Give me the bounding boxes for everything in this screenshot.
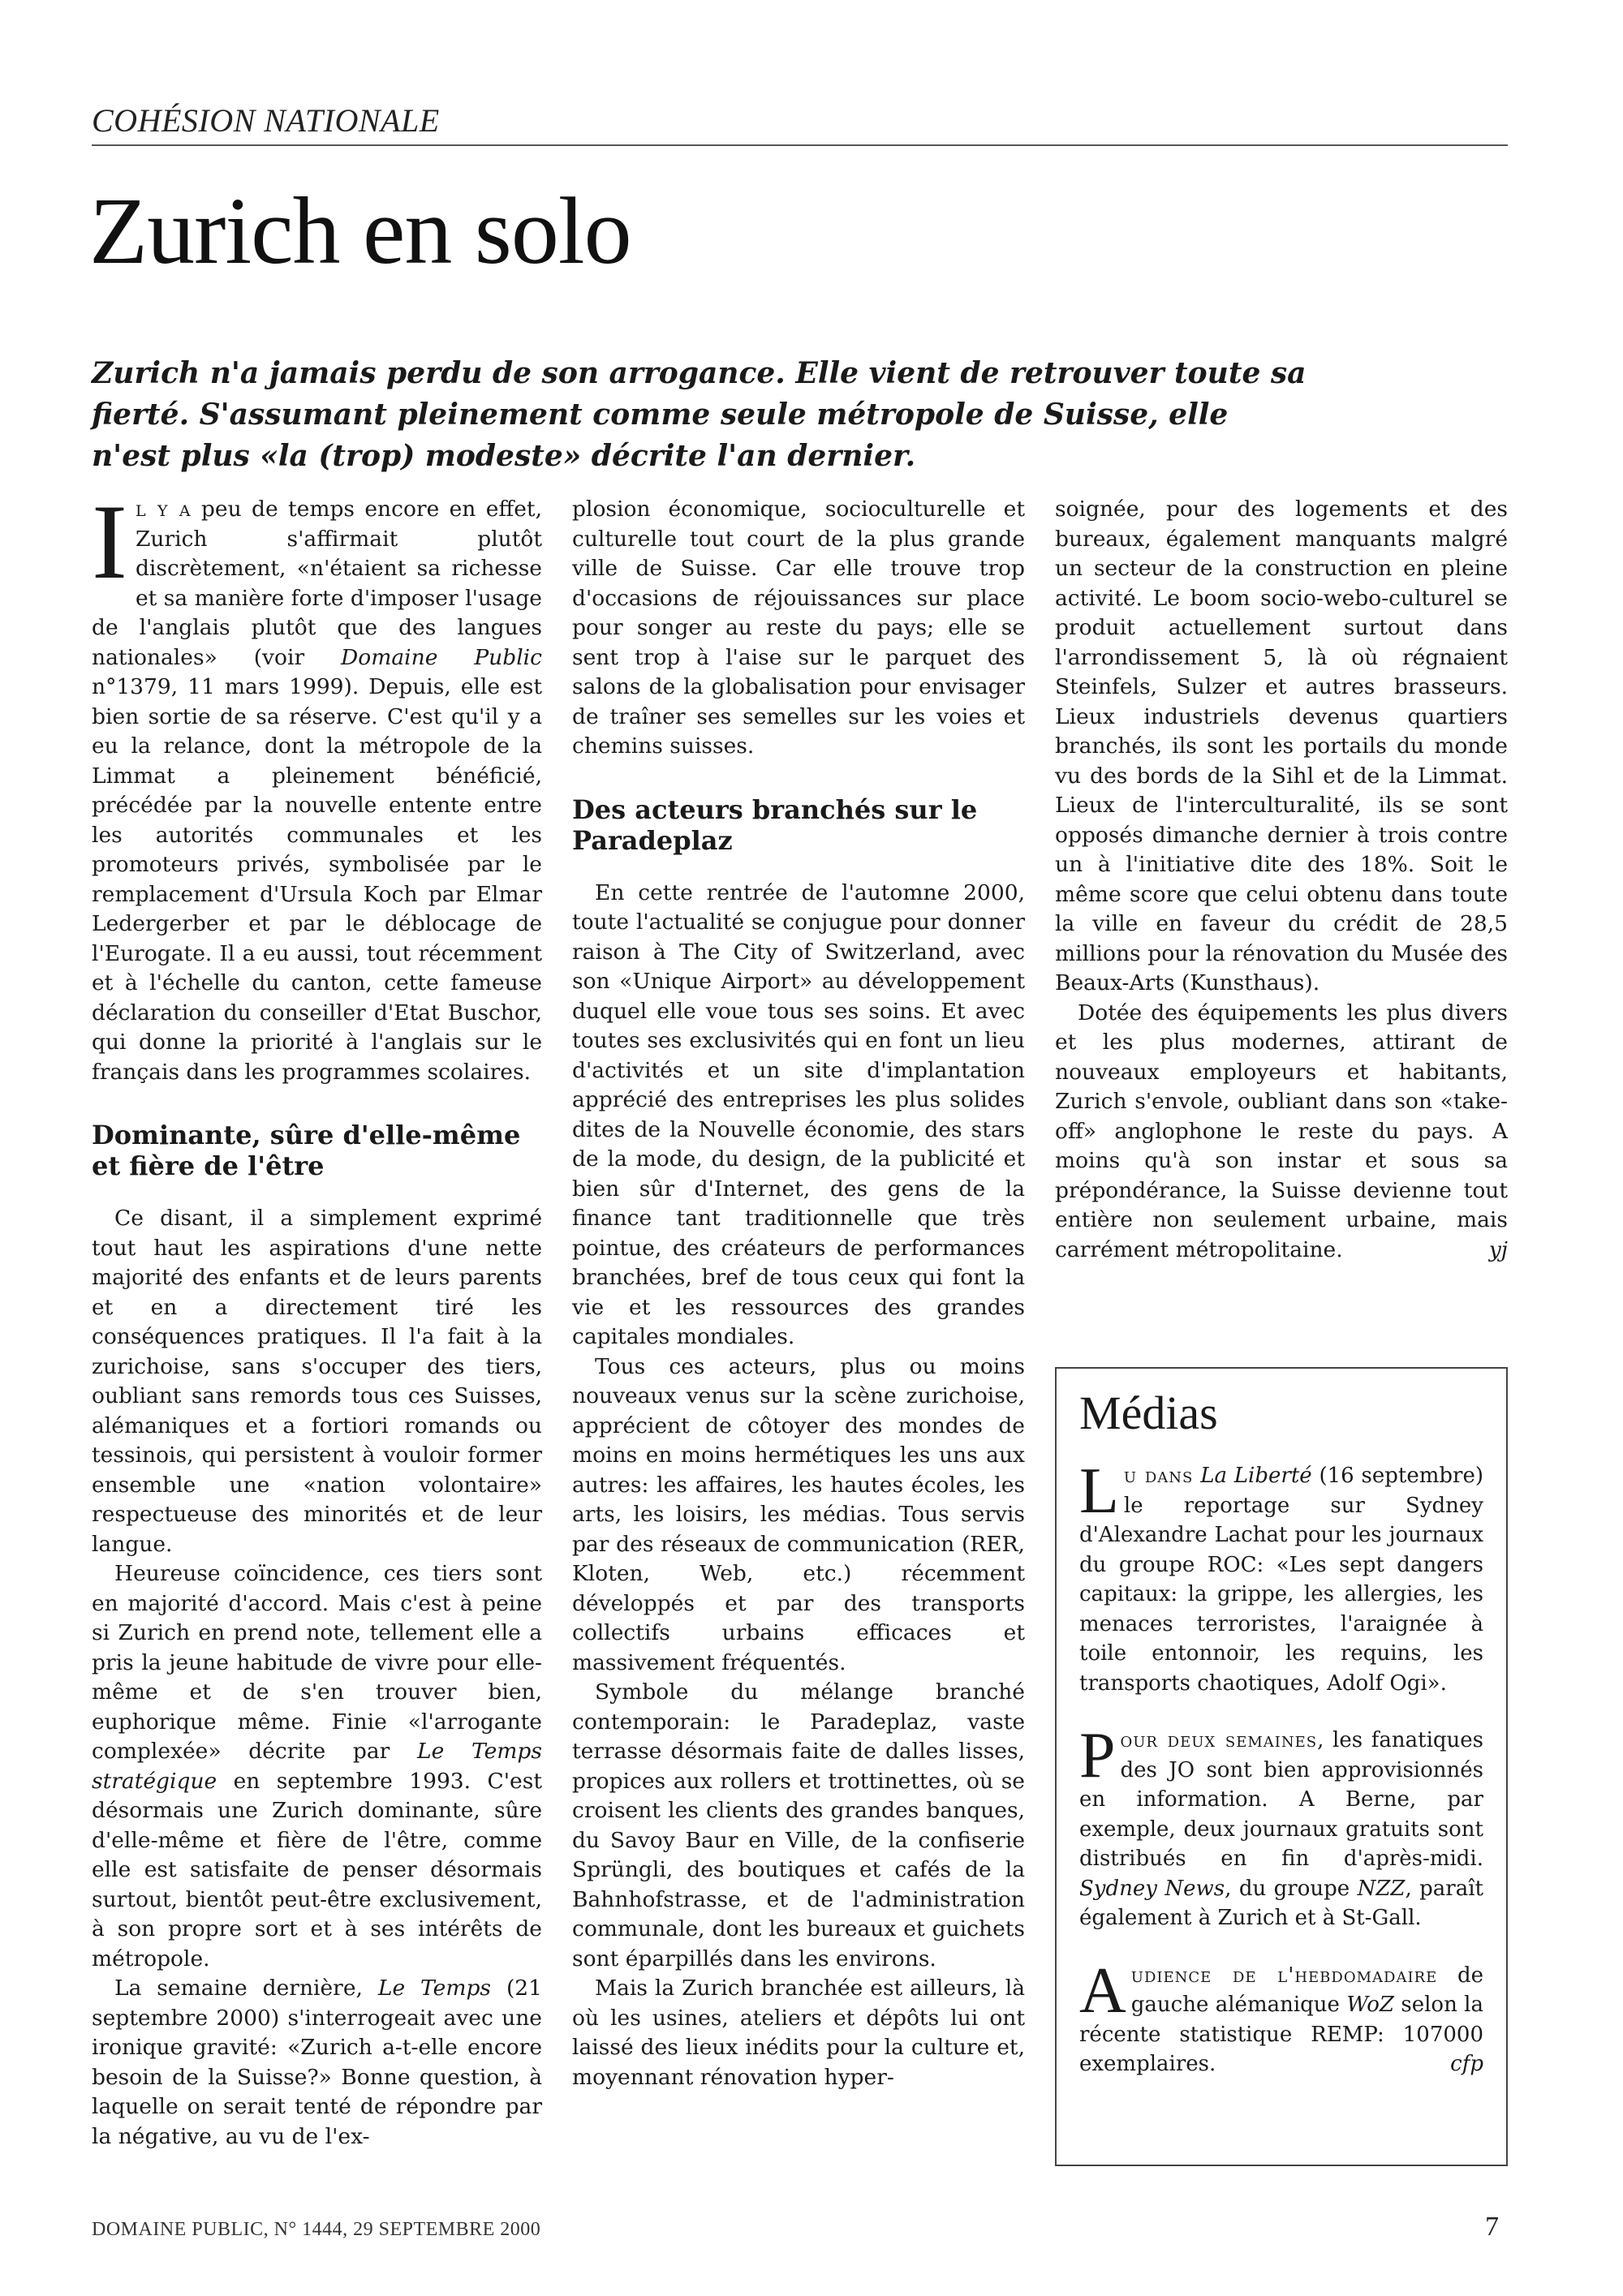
footer-publication-info: DOMAINE PUBLIC, N° 1444, 29 SEPTEMBRE 2000 bbox=[92, 2219, 541, 2240]
paragraph bbox=[1055, 999, 1508, 1266]
page-title: Zurich en solo bbox=[89, 178, 631, 284]
publication-ref: Le Temps bbox=[377, 1976, 492, 2001]
paragraph: Tous ces acteurs, plus ou moins nouveaux venus sur la scène zurichoise, apprécient de côtoyer des mondes de moins en moins hermétiques les uns aux autres: les affaires, les hautes écoles, les arts, les loisirs, les médias. Tous servis par des réseaux de communication (RER, Kloten, Web, etc.) récemment développés et par des transports collectifs urbains efficaces et massivement fréquentés. bbox=[572, 1353, 1025, 1675]
paragraph-text: en septembre 1993. C'est désormais une Zurich dominante, sûre d'elle-même et fière de l'être, comme elle est satisfaite de penser désormais surtout, bientôt peut-être exclusivement, à son propre sort et à ses intérêts de métropole. bbox=[92, 1768, 542, 1971]
paragraph: Ce disant, il a simplement exprimé tout haut les aspirations d'une nette majorité des enfants et de leurs parents et en a directement tiré les conséquences pratiques. Il l'a fait à la zurichoise, sans s'occuper des tiers, oubliant sans remords tous ces Suisses, alémaniques et a fortiori romands ou tessinois, qui persistent à vouloir former ensemble une «nation volontaire» respectueuse des minorités et de leur langue. bbox=[92, 1206, 542, 1557]
paragraph: Symbole du mélange branché contemporain: le Paradeplaz, vaste terrasse désormais faite de dalles lisses, propices aux rollers et trottinettes, où se croisent les clients des grandes banques, du Savoy Baur en Ville, de la confiserie Sprüngli, des boutiques et cafés de la Bahnhofstrasse, et de l'administration communale, dont les bureaux et guichets sont éparpillés dans les environs. bbox=[572, 1679, 1025, 1971]
paragraph-text: (21 septembre 2000) s'interrogeait avec une ironique gravité: «Zurich a-t-elle encore besoin de la Suisse?» Bonne question, à laquelle on serait tenté de répondre par la négative, au vu de l'ex- bbox=[92, 1976, 543, 2149]
paragraph-text: , les fanatiques des JO sont bien approvisionnés en information. A Berne, par exemple, deux journaux gratuits sont distribués en fin d'après-midi. bbox=[1079, 1728, 1484, 1871]
publication-ref: WoZ bbox=[1346, 1993, 1394, 2017]
paragraph bbox=[92, 1559, 542, 1974]
drop-cap: I bbox=[92, 482, 127, 601]
publication-ref: NZZ bbox=[1357, 1876, 1406, 1901]
paragraph: Mais la Zurich branchée est ailleurs, là où les usines, ateliers et dépôts lui ont laissé des lieux inédits pour la culture et, moyennant rénovation hyper- bbox=[572, 1976, 1025, 2090]
drop-cap: A bbox=[1079, 1954, 1126, 2027]
subheading: Des acteurs branchés sur le Paradeplaz bbox=[572, 793, 978, 856]
paragraph-text: , du groupe bbox=[1225, 1876, 1358, 1901]
drop-cap: P bbox=[1079, 1720, 1116, 1791]
lead-small-caps: udience de l'hebdomadaire bbox=[1130, 1963, 1438, 1988]
page-number: 7 bbox=[1485, 2212, 1499, 2242]
paragraph-text: Dotée des équipements les plus divers et les plus modernes, attirant de nouveaux employeurs et habitants, Zurich s'envole, oubliant dans son «take-off» anglophone le reste du pays. A moins qu'à son instar et sous sa prépondérance, la Suisse devienne tout entière non seulement urbaine, mais carrément métropolitaine. bbox=[1055, 1000, 1508, 1262]
sidebar-item bbox=[1079, 1455, 1483, 1698]
publication-ref: Le Temps stratégique bbox=[92, 1739, 542, 1794]
subheading: Dominante, sûre d'elle-même et fière de l'être bbox=[92, 1120, 521, 1181]
section-label: COHÉSION NATIONALE bbox=[92, 101, 1508, 146]
sidebar-item bbox=[1079, 1720, 1484, 1933]
paragraph-text: , paraît également à Zurich et à St-Gall. bbox=[1079, 1876, 1483, 1930]
paragraph: soignée, pour des logements et des bureaux, également manquants malgré un secteur de la construction en pleine activité. Le boom socio-webo-culturel se produit actuellement surtout dans l'arrondissement 5, là où régnaient Steinfels, Sulzer et autres brasseurs. Lieux industriels devenus quartiers branchés, ils sont les portails du monde vu des bords de la Sihl et de la Limmat. Lieux de l'interculturalité, ils se sont opposés dimanche dernier à trois contre un à l'initiative dite des 18%. Soit le même score que celui obtenu dans toute la ville en faveur du crédit de 28,5 millions pour la rénovation du Musée des Beaux-Arts (Kunsthaus). bbox=[1055, 497, 1508, 995]
article-column-3 bbox=[1055, 495, 1508, 1265]
publication-ref: La Liberté bbox=[1200, 1464, 1312, 1488]
paragraph: En cette rentrée de l'automne 2000, toute l'actualité se conjugue pour donner raison à The City of Switzerland, avec son «Unique Airport» au développement duquel elle voue tous ses soins. Et avec toutes ses exclusivités qui en font un lieu d'activités et un site d'implantation apprécié des entreprises les plus solides dites de la Nouvelle économie, des stars de la mode, du design, de la publicité et bien sûr d'Internet, des gens de la finance tant traditionnelle que très pointue, des créateurs de performances branchées, bref de tous ceux qui font la vie et les ressources des grandes capitales mondiales. bbox=[572, 879, 1025, 1349]
paragraph-text: selon la récente statistique REMP: 107000 exemplaires. bbox=[1079, 1993, 1483, 2076]
lead-small-caps: our deux semaines bbox=[1120, 1728, 1318, 1752]
paragraph bbox=[92, 1974, 542, 2152]
drop-cap: L bbox=[1079, 1455, 1119, 1527]
article-column-1 bbox=[92, 482, 543, 2152]
medias-sidebar bbox=[1055, 1367, 1508, 2166]
paragraph-text: n°1379, 11 mars 1999). Depuis, elle est bien sortie de sa réserve. C'est qu'il y a eu la relance, dont la métropole de la Limmat a pleinement bénéficié, précédée par la nouvelle entente entre les autorités communales et les promoteurs privés, symbolisée par le remplacement d'Ursula Koch par Elmar Ledergerber et par le déblocage de l'Eurogate. Il a eu aussi, tout récemment et à l'échelle du canton, cette fameuse déclaration du conseiller d'Etat Buschor, qui donne la priorité à l'anglais sur le français dans les programmes scolaires. bbox=[92, 674, 542, 1085]
lead-small-caps: l y a bbox=[135, 497, 192, 522]
paragraph: plosion économique, socioculturelle et culturelle tout court de la plus grande ville de Suisse. Car elle trouve trop d'occasions de réjouissances sur place pour songer au reste du pays; elle se sent trop à l'aise sur le parquet des salons de la globalisation pour envisager de traîner ses semelles sur les voies et chemins suisses. bbox=[572, 497, 1025, 759]
sidebar-title: Médias bbox=[1079, 1387, 1218, 1439]
paragraph bbox=[92, 482, 542, 1087]
paragraph-text: (16 septembre) le reportage sur Sydney d'Alexandre Lachat pour les journaux du groupe ROC: «Les sept dangers capitaux: la grippe, les allergies, les menaces terroristes, l'araignée à toile entonnoir, les requins, les transports chaotiques, Adolf Ogi». bbox=[1079, 1464, 1483, 1696]
author-signature: cfp bbox=[1450, 2052, 1483, 2076]
publication-ref: Domaine Public bbox=[341, 644, 542, 670]
paragraph-text: La semaine dernière, bbox=[114, 1976, 378, 2001]
publication-ref: Sydney News bbox=[1079, 1876, 1225, 1901]
lede: Zurich n'a jamais perdu de son arrogance. Elle vient de retrouver toute sa fierté. S'assumant pleinement comme seule métropole de Suisse, elle n'est plus «la (trop) modeste» décrite l'an dernier. bbox=[92, 356, 1307, 473]
sidebar-item bbox=[1079, 1954, 1484, 2079]
article-column-2 bbox=[572, 495, 1025, 2092]
paragraph-text: peu de temps encore en effet, Zurich s'affirmait plutôt discrètement, «n'étaient sa richesse et sa manière forte d'imposer l'usage de l'anglais plutôt que des langues nationales» (voir bbox=[92, 497, 542, 670]
paragraph-text: de gauche alémanique bbox=[1130, 1963, 1484, 2017]
paragraph-text: Heureuse coïncidence, ces tiers sont en majorité d'accord. Mais c'est à peine si Zurich en prend note, tellement elle a pris la jeune habitude de vivre pour elle-même et de s'en trouver bien, euphorique même. Finie «l'arrogante complexée» décrite par bbox=[92, 1561, 542, 1764]
lead-small-caps: u dans bbox=[1123, 1464, 1194, 1488]
author-signature: yj bbox=[1488, 1236, 1508, 1262]
